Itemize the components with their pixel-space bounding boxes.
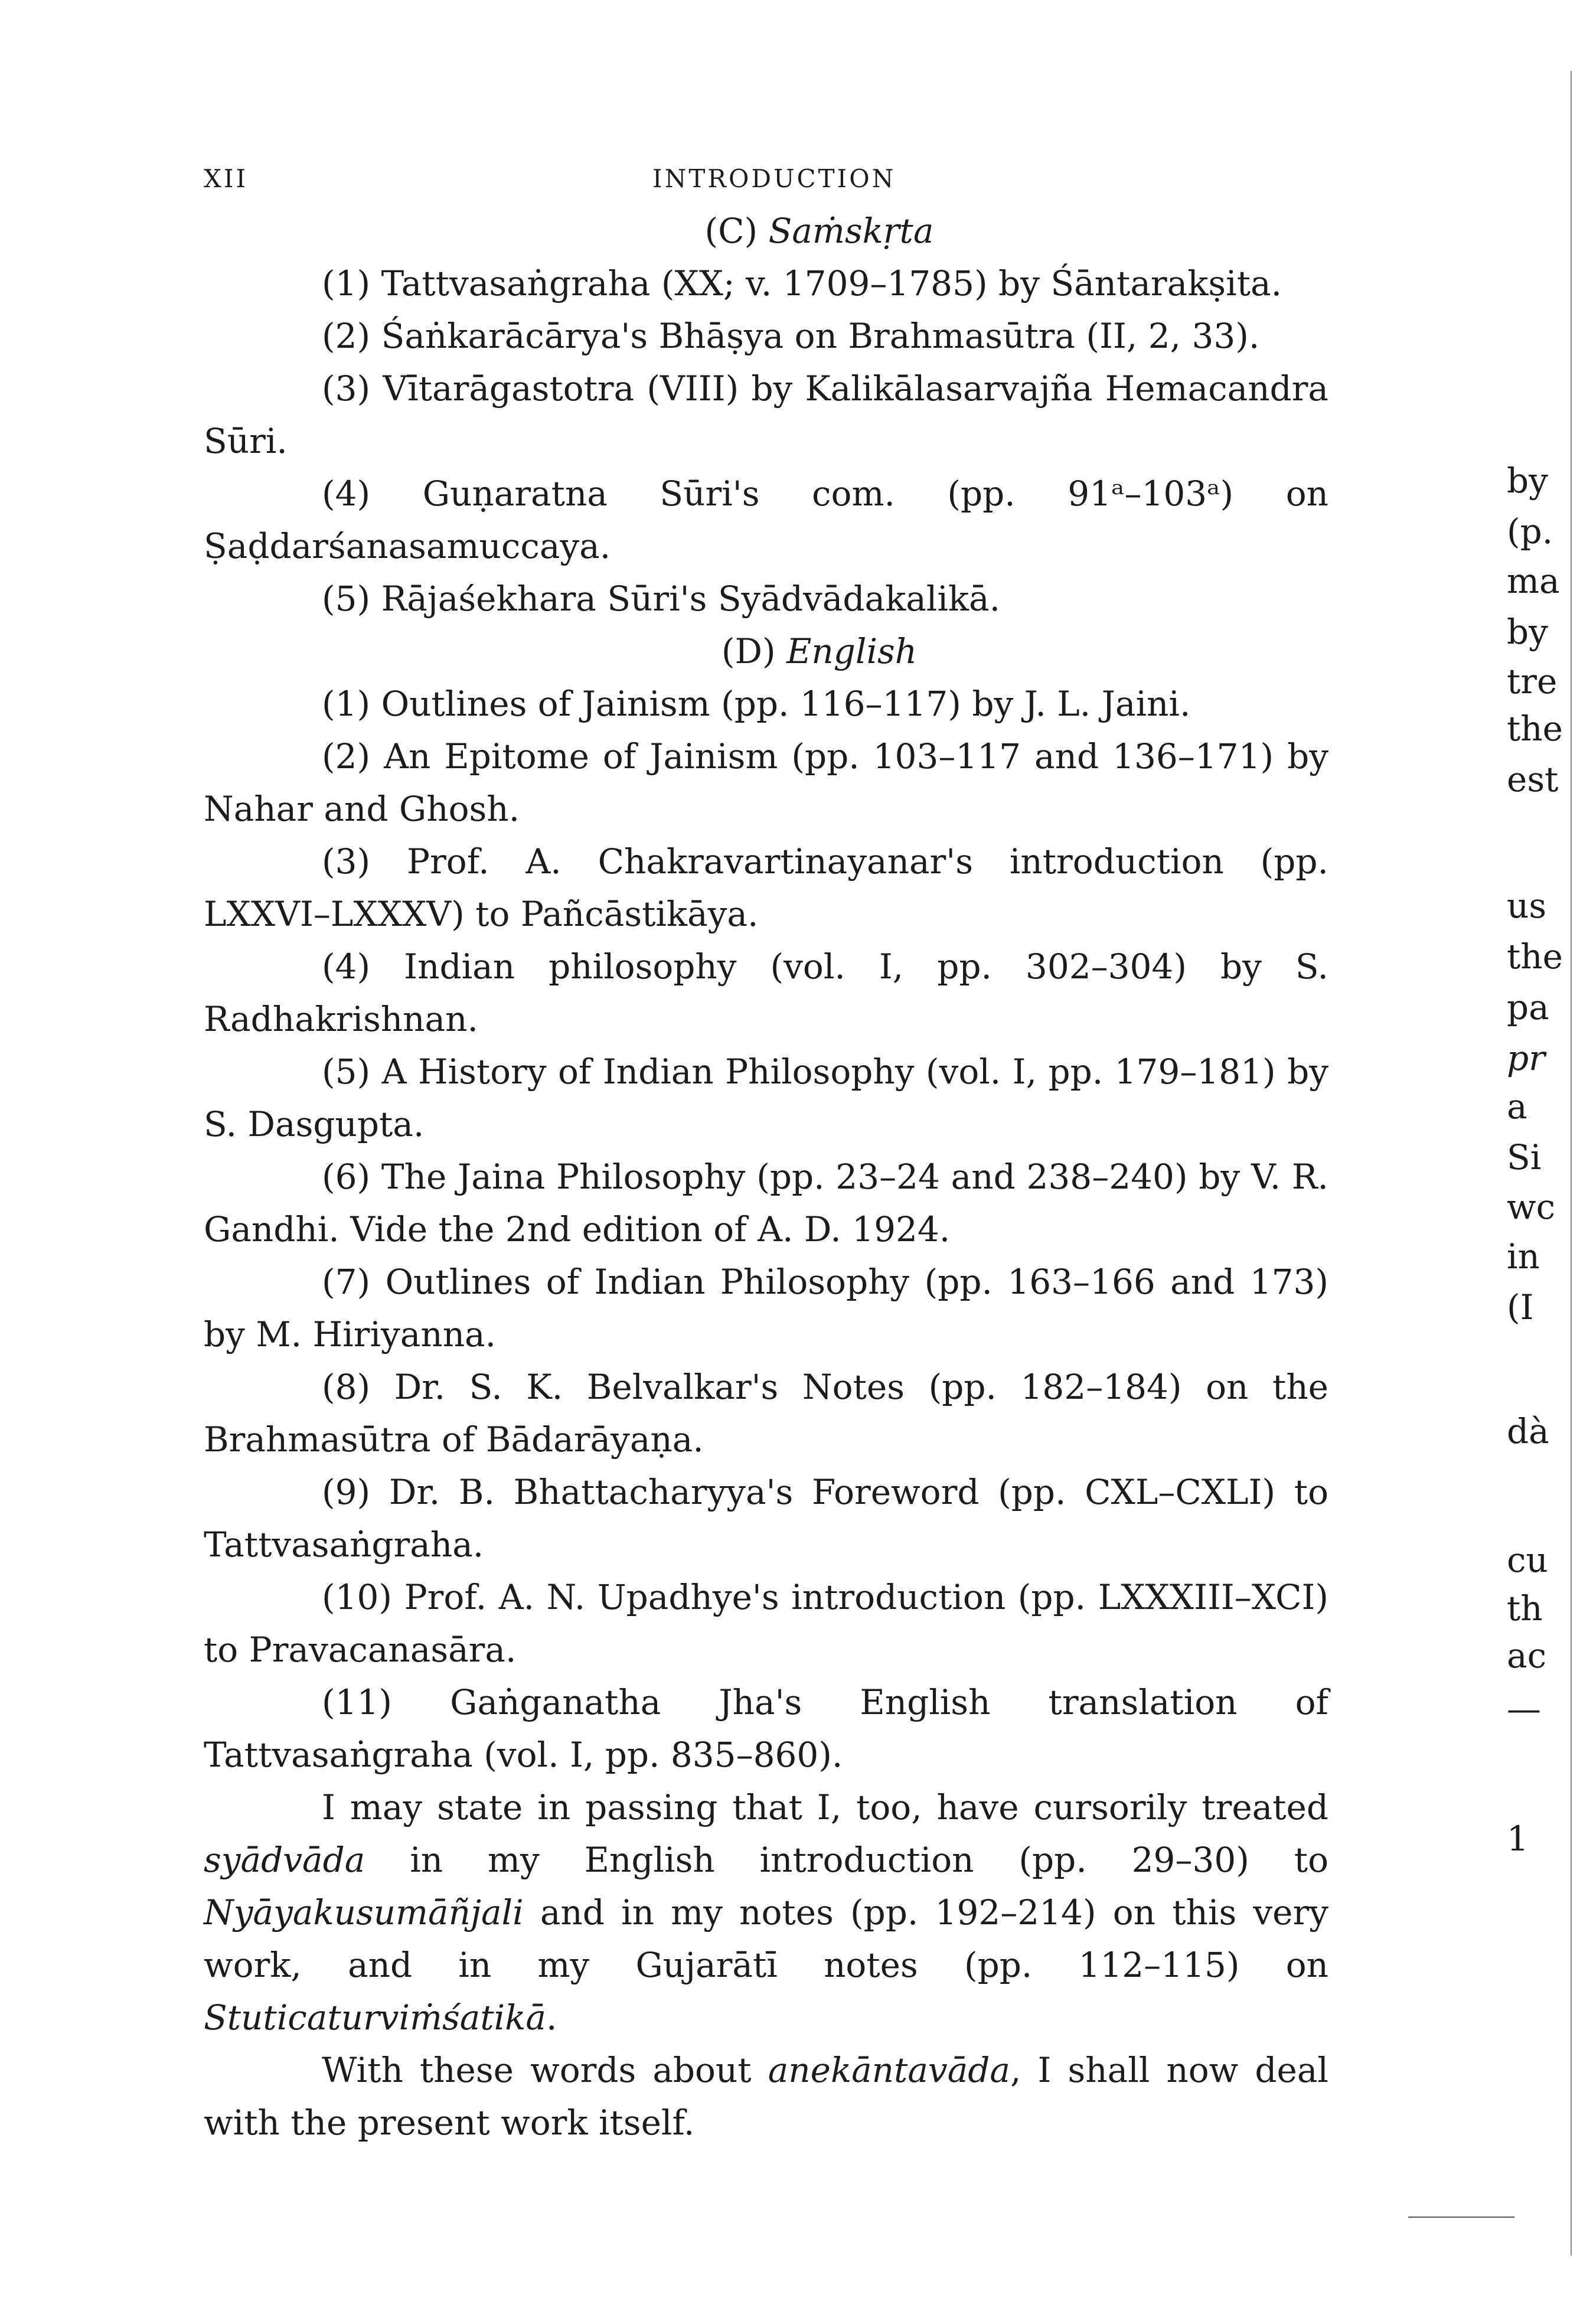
list-item: (1) Outlines of Jainism (pp. 116–117) by J. L. Jaini. [322, 684, 1191, 724]
paragraph-italic: syādvāda [204, 1840, 365, 1880]
margin-fragment: by [1507, 612, 1548, 652]
list-item: (3) Vītarāgastotra (VIII) by Kalikālasarvajña Hemacandra Sūri. [204, 368, 1328, 461]
running-head [204, 152, 1328, 205]
margin-fragment: (p. [1507, 511, 1553, 551]
list-item: (5) A History of Indian Philosophy (vol. I, pp. 179–181) by S. Dasgupta. [204, 1052, 1328, 1144]
list-item: (2) Śaṅkarācārya's Bhāṣya on Brahmasūtra (II, 2, 33). [322, 316, 1260, 356]
section-heading-english [204, 625, 1328, 678]
paragraph-text: , I shall now deal with the present work itself. [204, 2050, 1328, 2143]
margin-fragment: a [1507, 1086, 1527, 1127]
margin-fragment: — [1507, 1689, 1541, 1729]
section-label: (D) [721, 631, 776, 671]
paragraph-syadvada [204, 1781, 1328, 2044]
margin-fragment: (I [1507, 1287, 1534, 1327]
margin-fragment: tre [1507, 661, 1558, 701]
margin-fragment: cu [1507, 1540, 1548, 1580]
paragraph-italic: anekāntavāda [768, 2050, 1010, 2090]
margin-fragment: in [1507, 1236, 1540, 1277]
margin-fragment: Si [1507, 1137, 1542, 1177]
list-item: (1) Tattvasaṅgraha (XX; v. 1709–1785) by Śāntarakṣita. [322, 263, 1282, 303]
list-item: (3) Prof. A. Chakravartinayanar's introduction (pp. LXXVI–LXXXV) to Pañcāstikāya. [204, 841, 1328, 934]
margin-fragment: wc [1507, 1187, 1556, 1227]
margin-fragment: th [1507, 1588, 1543, 1628]
list-item: (8) Dr. S. K. Belvalkar's Notes (pp. 182–184) on the Brahmasūtra of Bādarāyaṇa. [204, 1367, 1328, 1460]
list-item: (11) Gaṅganatha Jha's English translation of Tattvasaṅgraha (vol. I, pp. 835–860). [204, 1682, 1328, 1775]
page-edge-rule [1571, 71, 1572, 2256]
paragraph-italic: Stuticaturviṁśatikā [204, 1997, 546, 2038]
list-item: (6) The Jaina Philosophy (pp. 23–24 and 238–240) by V. R. Gandhi. Vide the 2nd edition of A. D. 1924. [204, 1157, 1328, 1249]
margin-fragment: dà [1507, 1411, 1549, 1451]
margin-rule [1408, 2217, 1514, 2218]
page-title: INTRODUCTION [652, 164, 896, 193]
list-item: (4) Indian philosophy (vol. I, pp. 302–304) by S. Radhakrishnan. [204, 946, 1328, 1039]
adjacent-page-margin [1507, 0, 1580, 2324]
margin-fragment: by [1507, 461, 1548, 501]
margin-fragment: ac [1507, 1636, 1547, 1676]
margin-fragment: pa [1507, 987, 1549, 1027]
section-title: English [786, 631, 918, 671]
paragraph-italic: Nyāyakusumāñjali [204, 1892, 524, 1933]
margin-fragment: the [1507, 709, 1563, 749]
section-heading-sanskrit [204, 205, 1328, 257]
margin-fragment: 1 [1507, 1819, 1529, 1859]
list-item: (4) Guṇaratna Sūri's com. (pp. 91ᵃ–103ᵃ) on Ṣaḍdarśanasamuccaya. [204, 474, 1328, 566]
list-item: (2) An Epitome of Jainism (pp. 103–117 and 136–171) by Nahar and Ghosh. [204, 736, 1328, 829]
page-number: XII [204, 164, 249, 193]
margin-fragment: us [1507, 886, 1547, 926]
margin-fragment: est [1507, 759, 1559, 799]
list-item: (7) Outlines of Indian Philosophy (pp. 163–166 and 173) by M. Hiriyanna. [204, 1262, 1328, 1354]
paragraph-text: and in my notes (pp. 192–214) on this very work, and in my Gujarātī notes (pp. 112–115) on [204, 1892, 1328, 1985]
list-item: (5) Rājaśekhara Sūri's Syādvādakalikā. [322, 579, 1001, 619]
paragraph-text: With these words about [322, 2050, 768, 2090]
page-body [204, 152, 1328, 2149]
paragraph-text: in my English introduction (pp. 29–30) to [365, 1840, 1328, 1880]
list-item: (9) Dr. B. Bhattacharyya's Foreword (pp. CXL–CXLI) to Tattvasaṅgraha. [204, 1472, 1328, 1565]
paragraph-closing [204, 2044, 1328, 2149]
margin-fragment: pr [1507, 1038, 1545, 1078]
section-title: Saṁskṛta [768, 211, 934, 251]
paragraph-text: . [546, 1997, 557, 2038]
margin-fragment: ma [1507, 561, 1560, 601]
section-label: (C) [704, 211, 758, 251]
margin-fragment: the [1507, 936, 1563, 977]
list-item: (10) Prof. A. N. Upadhye's introduction (pp. LXXXIII–XCI) to Pravacanasāra. [204, 1577, 1328, 1670]
paragraph-text: I may state in passing that I, too, have cursorily treated [322, 1787, 1328, 1827]
